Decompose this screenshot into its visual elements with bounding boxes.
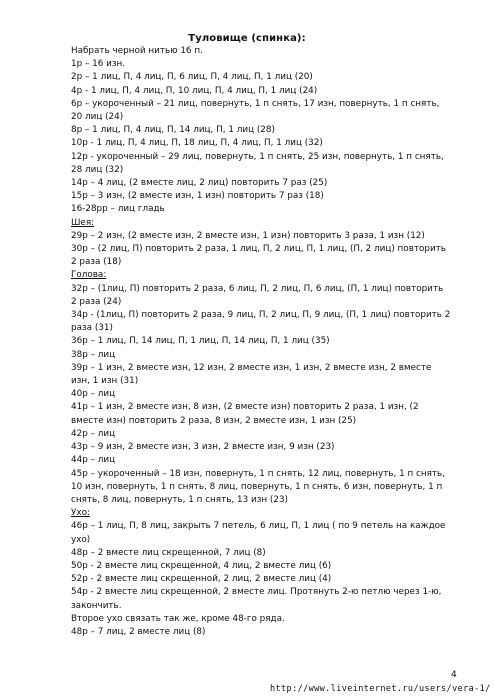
text-line: 48р – 7 лиц, 2 вместе лиц (8) [71, 626, 206, 637]
text-line: 48р – 2 вместе лиц скрещенной, 7 лиц (8) [71, 547, 266, 558]
text-line: 38р – лиц [71, 349, 116, 360]
section-heading-neck: Шея: [71, 217, 95, 228]
text-line: 29р – 2 изн, (2 вместе изн, 2 вместе изн, 1 изн) повторить 3 раза, 1 изн (12) [71, 230, 425, 241]
text-line: 14р – 4 лиц, (2 вместе лиц, 2 лиц) повторить 7 раз (25) [71, 178, 328, 189]
text-line: 44р – лиц [71, 455, 116, 466]
text-line: Второе ухо связать так же, кроме 48-го ряда. [71, 613, 285, 624]
text-line: 50р - 2 вместе лиц скрещенной, 4 лиц, 2 вместе лиц (6) [71, 560, 332, 571]
text-line: 1р – 16 изн. [71, 59, 126, 70]
text-line: 46р – 1 лиц, П, 8 лиц, закрыть 7 петель, 6 лиц, П, 1 лиц ( по 9 петель на каждое ухо) [71, 521, 446, 545]
section-title: Туловище (спинка): [188, 33, 306, 44]
text-line: 54р - 2 вместе лиц скрещенной, 2 вместе лиц. Протянуть 2-ю петлю через 1-ю, закончить. [71, 587, 442, 611]
footer-url: http://www.liveinternet.ru/users/vera-1/ [270, 684, 491, 694]
text-line: 32р – (1лиц, П) повторить 2 раза, 6 лиц, П, 2 лиц, П, 6 лиц, (П, 1 лиц) повторить 2 раза (24) [71, 283, 444, 307]
text-line: 39р – 1 изн, 2 вместе изн, 12 изн, 2 вместе изн, 1 изн, 2 вместе изн, 2 вместе изн, 1 изн (31) [71, 362, 432, 387]
text-line: 16-28рр – лиц гладь [71, 204, 165, 215]
text-line: 40р – лиц [71, 389, 116, 400]
section-heading-head: Голова: [71, 270, 107, 281]
section-heading-ear: Ухо: [71, 508, 90, 519]
text-line: 41р – 1 изн, 2 вместе изн, 8 изн, (2 вместе изн) повторить 2 раза, 1 изн, (2 вместе изн) повторить 2 раза, 8 изн, 2 вместе изн, 1 изн (25) [71, 402, 419, 426]
text-line: 15р – 3 изн, (2 вместе изн, 1 изн) повторить 7 раз (18) [71, 191, 324, 202]
text-line: Набрать черной нитью 16 п. [71, 46, 203, 56]
text-line: 52р - 2 вместе лиц скрещенной, 2 лиц, 2 вместе лиц (4) [71, 574, 332, 585]
text-line: 34р - (1лиц, П) повторить 2 раза, 9 лиц, П, 2 лиц, П, 9 лиц, (П, 1 лиц) повторить 2 раза (31) [71, 310, 451, 334]
text-line: 8р – 1 лиц, П, 4 лиц, П, 14 лиц, П, 1 лиц (28) [71, 125, 275, 136]
text-line: 6р – укороченный – 21 лиц, повернуть, 1 п снять, 17 изн, повернуть, 1 п снять, 20 лиц (24) [71, 98, 440, 123]
text-line: 12р - укороченный – 29 лиц, повернуть, 1 п снять, 25 изн, повернуть, 1 п снять, 28 лиц (32) [71, 151, 444, 175]
text-line: 45р – укороченный – 18 изн, повернуть, 1 п снять, 12 лиц, повернуть, 1 п снять, 10 изн, повернуть, 1 п снять, 8 лиц, повернуть, 1 п снять, 6 изн, повернуть, 1 п снять, 8 лиц, повернуть, 1 п снять, 13 изн (23) [71, 468, 446, 505]
page-number: 4 [451, 670, 457, 680]
text-line: 36р – 1 лиц, П, 14 лиц, П, 1 лиц, П, 14 лиц, П, 1 лиц (35) [71, 336, 330, 347]
text-line: 10р - 1 лиц, П, 4 лиц, П, 18 лиц, П, 4 лиц, П, 1 лиц (32) [71, 138, 323, 149]
text-line: 30р – (2 лиц, П) повторить 2 раза, 1 лиц, П, 2 лиц, П, 1 лиц, (П, 2 лиц) повторить 2 раза (18) [71, 244, 446, 268]
text-line: 42р – лиц [71, 428, 116, 439]
pattern-text [71, 45, 451, 639]
text-line: 2р – 1 лиц, П, 4 лиц, П, 6 лиц, П, 4 лиц, П, 1 лиц (20) [71, 72, 313, 83]
text-line: 43р – 9 изн, 2 вместе изн, 3 изн, 2 вместе изн, 9 изн (23) [71, 442, 335, 453]
text-line: 4р - 1 лиц, П, 4 лиц, П, 10 лиц, П, 4 лиц, П, 1 лиц (24) [71, 85, 318, 96]
